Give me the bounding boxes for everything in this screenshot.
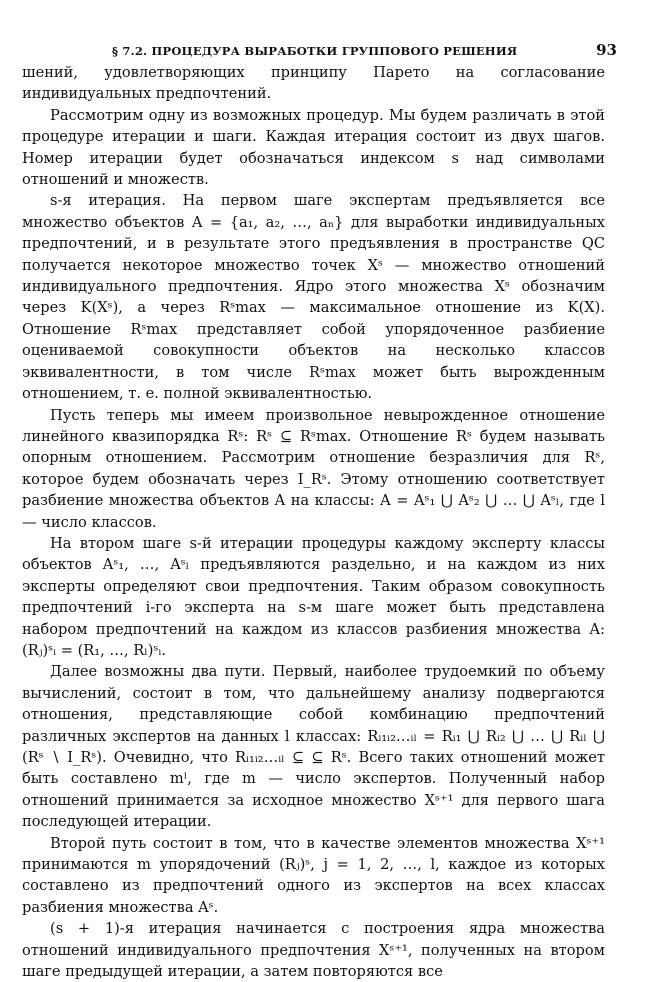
paragraph-2: Рассмотрим одну из возможных процедур. Мы будем различать в этой процедуре итерации и шаги. Каждая итерация состоит из двух шагов. Номер итерации будет обозначаться индексом s над символами отношений и множеств. [22,106,605,189]
paragraph-3: s-я итерация. На первом шаге экспертам предъявляется все множество объектов A = {a₁, a₂, …, aₙ} для выработки индивидуальных предпочтений, и в результате этого предъявления в пространстве QC получается некоторое множество точек Xˢ — множество отношений индивидуального предпочтения. Ядро этого множества Xˢ обозначим через K(Xˢ), а через Rˢmax — максимальное отношение из K(X). Отношение Rˢmax представляет собой упорядоченное разбиение оцениваемой совокупности объектов на несколько классов эквивалентности, в том числе Rˢmax может быть вырожденным отношением, т. е. полной эквивалентностью. [22,192,605,403]
book-page [22,36,617,982]
paragraph-6: Далее возможны два пути. Первый, наиболее трудоемкий по объему вычислений, состоит в том, что дальнейшему анализу подвергаются отношения, представляющие собой комбинацию предпочтений различных экспертов на данных l классах: Rᵢ₁ᵢ₂…ᵢₗ = Rᵢ₁ ⋃ Rᵢ₂ ⋃ … ⋃ Rᵢₗ ⋃ (Rˢ ∖ I_Rˢ). Очевидно, что Rᵢ₁ᵢ₂…ᵢₗ ⊆ ⊆ Rˢ. Всего таких отношений может быть составлено mˡ, где m — число экспертов. Полученный набор отношений принимается за исходное множество Xˢ⁺¹ для первого шага последующей итерации. [22,663,605,831]
paragraph-4: Пусть теперь мы имеем произвольное невырожденное отношение линейного квазипорядка Rˢ: Rˢ ⊆ Rˢmax. Отношение Rˢ будем называть опорным отношением. Рассмотрим отношение безразличия для Rˢ, которое будем обозначать через I_Rˢ. Этому отношению соответствует разбиение множества объектов A на классы: A = Aˢ₁ ⋃ Aˢ₂ ⋃ … ⋃ Aˢₗ, где l — число классов. [22,406,605,531]
paragraph-5: На втором шаге s-й итерации процедуры каждому эксперту классы объектов Aˢ₁, …, Aˢₗ предъявляются раздельно, и на каждом из них эксперты определяют свои предпочтения. Таким образом совокупность предпочтений i-го эксперта на s-м шаге может быть представлена набором предпочтений на каждом из классов разбиения множества A: (Rⱼ)ˢᵢ = (R₁, …, Rₗ)ˢᵢ. [22,534,605,659]
paragraph-8: (s + 1)-я итерация начинается с построения ядра множества отношений индивидуального предпочтения Xˢ⁺¹, полученных на втором шаге предыдущей итерации, а затем повторяются все [22,920,605,981]
paragraph-7: Второй путь состоит в том, что в качестве элементов множества Xˢ⁺¹ принимаются m упорядочений (Rⱼ)ˢ, j = 1, 2, …, l, каждое из которых составлено из предпочтений одного из экспертов на всех классах разбиения множества Aˢ. [22,834,605,916]
running-title: § 7.2. ПРОЦЕДУРА ВЫРАБОТКИ ГРУППОВОГО РЕШЕНИЯ [112,44,518,58]
page-header [22,36,617,62]
body-text [22,62,605,982]
page-number: 93 [596,41,617,59]
paragraph-1: шений, удовлетворяющих принципу Парето на согласование индивидуальных предпочтений. [22,64,605,103]
